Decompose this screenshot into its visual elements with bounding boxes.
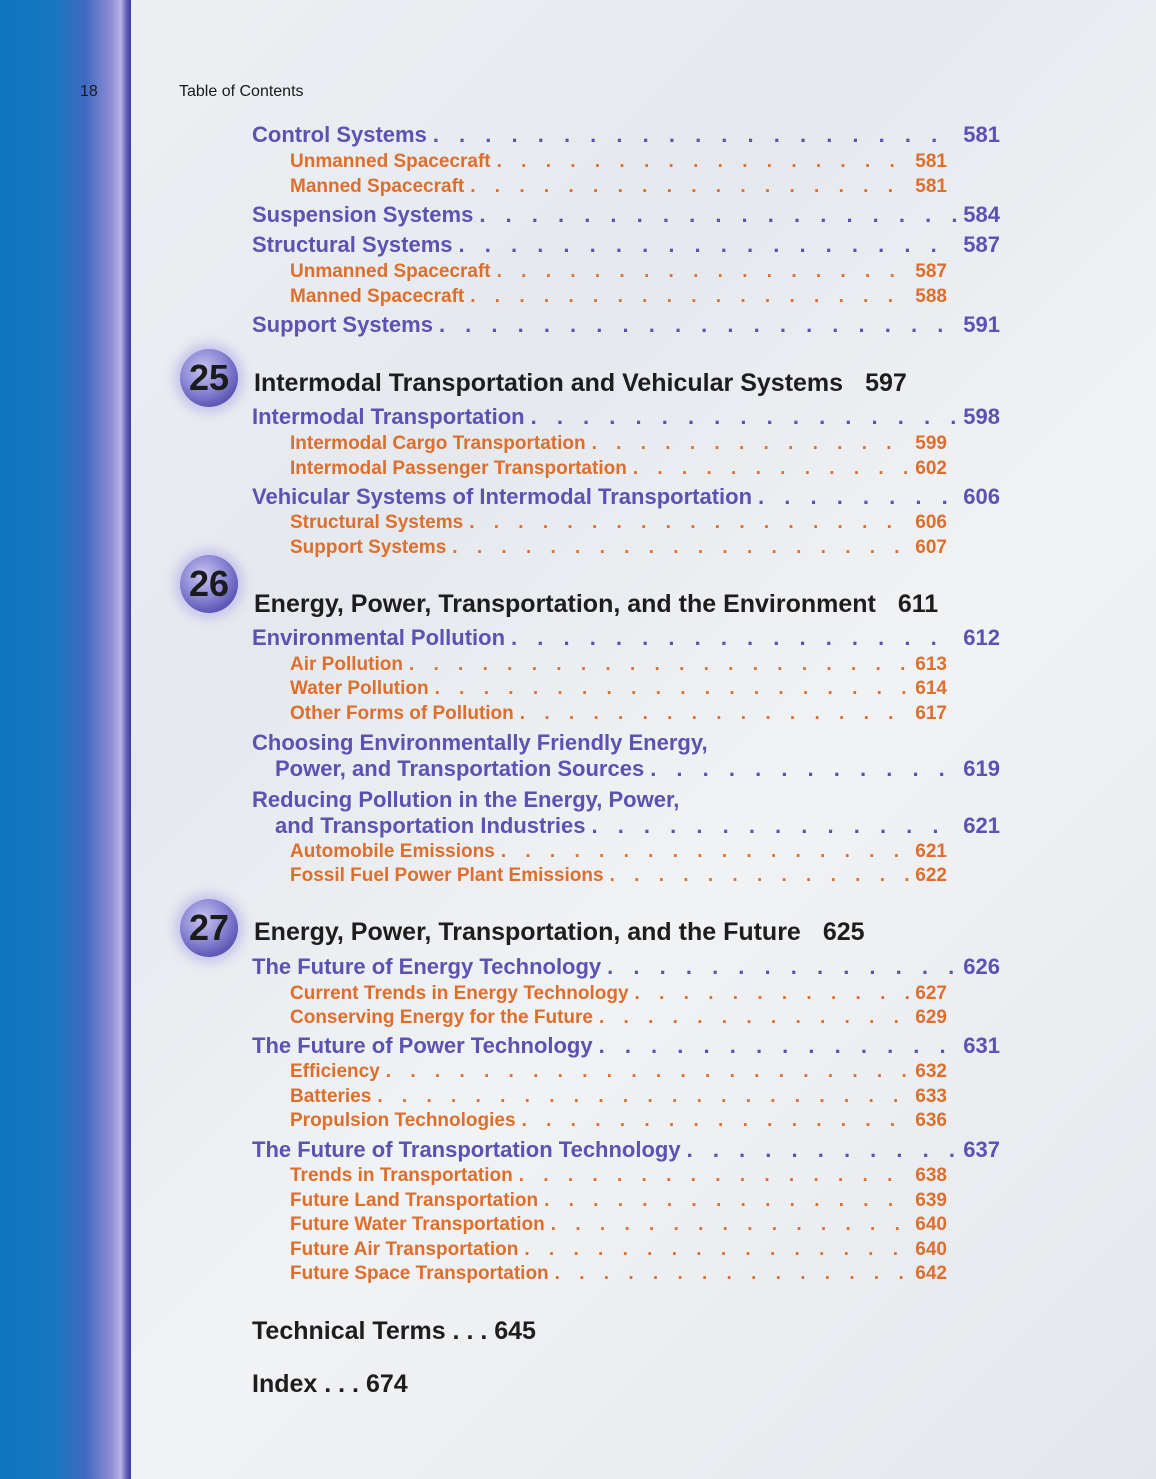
toc-subentry[interactable]: Batteries . . . 633 xyxy=(290,1086,947,1108)
toc-subentry[interactable]: Fossil Fuel Power Plant Emissions . . . 622 xyxy=(290,865,947,887)
toc-subentry[interactable]: Efficiency . . . 632 xyxy=(290,1061,947,1083)
toc-entry[interactable]: and Transportation Industries . . . 621 xyxy=(275,813,1000,839)
toc-index[interactable]: Index . . . 674 xyxy=(252,1370,408,1398)
toc-subentry[interactable]: Conserving Energy for the Future . . . 629 xyxy=(290,1007,947,1029)
toc-subentry[interactable]: Automobile Emissions . . . 621 xyxy=(290,841,947,863)
toc-entry-line1: Reducing Pollution in the Energy, Power, xyxy=(252,787,680,812)
toc-subentry[interactable]: Manned Spacecraft . . . 581 xyxy=(290,176,947,198)
toc-subentry[interactable]: Intermodal Cargo Transportation . . . 599 xyxy=(290,433,947,455)
toc-entry[interactable]: The Future of Power Technology . . . 631 xyxy=(252,1033,1000,1059)
toc-entry[interactable]: Environmental Pollution . . . 612 xyxy=(252,625,1000,651)
running-head: Table of Contents xyxy=(179,83,304,100)
toc-entry[interactable]: Vehicular Systems of Intermodal Transportation . . . 606 xyxy=(252,484,1000,510)
toc-subentry[interactable]: Water Pollution . . . 614 xyxy=(290,678,947,700)
toc-entry[interactable]: Power, and Transportation Sources . . . 619 xyxy=(275,756,1000,782)
toc-subentry[interactable]: Future Air Transportation . . . 640 xyxy=(290,1239,947,1261)
chapter-badge: 27 xyxy=(180,899,238,957)
toc-technical-terms[interactable]: Technical Terms . . . 645 xyxy=(252,1317,536,1345)
toc-entry[interactable]: Suspension Systems . . . 584 xyxy=(252,202,1000,228)
toc-subentry[interactable]: Propulsion Technologies . . . 636 xyxy=(290,1110,947,1132)
toc-subentry[interactable]: Structural Systems . . . 606 xyxy=(290,512,947,534)
chapter-heading[interactable]: Energy, Power, Transportation, and the Environment 611 xyxy=(254,590,939,618)
toc-subentry[interactable]: Manned Spacecraft . . . 588 xyxy=(290,286,947,308)
toc-entry-line1: Choosing Environmentally Friendly Energy, xyxy=(252,730,708,755)
toc-entry[interactable]: Intermodal Transportation . . . 598 xyxy=(252,404,1000,430)
page-number: 18 xyxy=(80,83,98,100)
toc-entry[interactable]: The Future of Energy Technology . . . 626 xyxy=(252,954,1000,980)
toc-entry[interactable]: Structural Systems . . . 587 xyxy=(252,232,1000,258)
toc-subentry[interactable]: Intermodal Passenger Transportation . . . 602 xyxy=(290,458,947,480)
toc-subentry[interactable]: Unmanned Spacecraft . . . 581 xyxy=(290,151,947,173)
toc-entry[interactable]: The Future of Transportation Technology . . . 637 xyxy=(252,1137,1000,1163)
toc-entry[interactable]: Control Systems . . . 581 xyxy=(252,122,1000,148)
sidebar-color-band xyxy=(0,0,131,1479)
chapter-badge: 25 xyxy=(180,349,238,407)
toc-subentry[interactable]: Other Forms of Pollution . . . 617 xyxy=(290,703,947,725)
toc-entry[interactable]: Support Systems . . . 591 xyxy=(252,312,1000,338)
toc-subentry[interactable]: Future Water Transportation . . . 640 xyxy=(290,1214,947,1236)
chapter-badge: 26 xyxy=(180,555,238,613)
chapter-heading[interactable]: Energy, Power, Transportation, and the Future 625 xyxy=(254,918,865,946)
toc-subentry[interactable]: Support Systems . . . 607 xyxy=(290,537,947,559)
toc-subentry[interactable]: Current Trends in Energy Technology . . . 627 xyxy=(290,983,947,1005)
toc-subentry[interactable]: Unmanned Spacecraft . . . 587 xyxy=(290,261,947,283)
toc-subentry[interactable]: Trends in Transportation . . . 638 xyxy=(290,1165,947,1187)
chapter-heading[interactable]: Intermodal Transportation and Vehicular Systems 597 xyxy=(254,369,907,397)
toc-subentry[interactable]: Future Space Transportation . . . 642 xyxy=(290,1263,947,1285)
toc-subentry[interactable]: Air Pollution . . . 613 xyxy=(290,654,947,676)
toc-subentry[interactable]: Future Land Transportation . . . 639 xyxy=(290,1190,947,1212)
